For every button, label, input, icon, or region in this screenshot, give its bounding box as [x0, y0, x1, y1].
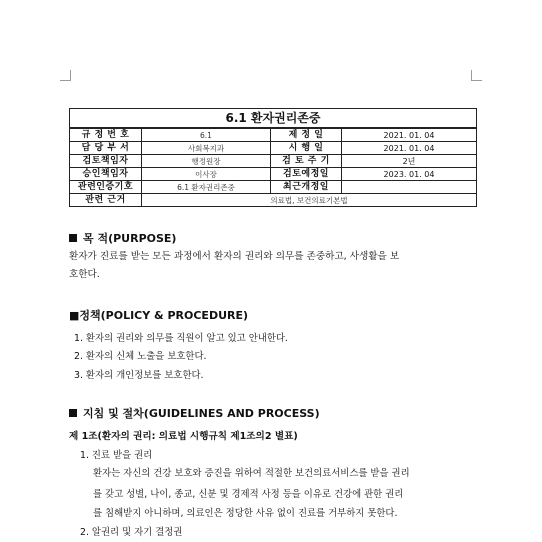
- policy-heading: ■정책(POLICY & PROCEDURE): [69, 309, 249, 322]
- label-effective-date: 시 행 일: [271, 142, 342, 155]
- value-enactment-date: 2021. 01. 04: [342, 128, 477, 142]
- policy-list-item: 3. 환자의 개인정보를 보호한다.: [74, 370, 204, 381]
- square-bullet-icon: [69, 234, 77, 242]
- regulation-info-table: [69, 108, 477, 207]
- crop-mark-top-left: [60, 70, 71, 81]
- guideline-item-body-line: 를 갖고 성별, 나이, 종교, 신분 및 경제적 사정 등을 이유로 건강에 관한 권리: [93, 489, 404, 500]
- label-accreditation-code: 관련인증기호: [70, 181, 142, 194]
- label-regulation-number: 규 정 번 호: [70, 128, 142, 142]
- table-row: [70, 194, 477, 207]
- guidelines-heading: [69, 405, 320, 421]
- policy-list-item: 2. 환자의 신체 노출을 보호한다.: [74, 351, 207, 362]
- table-row: [70, 128, 477, 142]
- guideline-item-title: 1. 진료 받을 권리: [80, 450, 153, 461]
- table-row: [70, 181, 477, 194]
- article-title: 제 1조(환자의 권리: 의료법 시행규칙 제1조의2 별표): [69, 431, 298, 442]
- square-bullet-icon: [69, 409, 77, 417]
- label-review-cycle: 검 토 주 기: [271, 155, 342, 168]
- value-last-revision-date: [342, 181, 477, 194]
- guideline-item-body-line: 를 침해받지 아니하며, 의료인은 정당한 사유 없이 진료를 거부하지 못한다.: [93, 508, 398, 519]
- label-department: 담 당 부 서: [70, 142, 142, 155]
- label-enactment-date: 제 정 일: [271, 128, 342, 142]
- label-last-revision-date: 최근개정일: [271, 181, 342, 194]
- table-row: [70, 155, 477, 168]
- policy-list-item: 1. 환자의 권리와 의무를 직원이 알고 있고 안내한다.: [74, 333, 288, 344]
- guidelines-heading-text: 지침 및 절차(GUIDELINES AND PROCESS): [83, 407, 320, 420]
- crop-mark-top-right: [471, 70, 482, 81]
- value-reviewer: 행정원장: [142, 155, 271, 168]
- value-effective-date: 2021. 01. 04: [342, 142, 477, 155]
- label-reviewer: 검토책임자: [70, 155, 142, 168]
- document-title: 6.1 환자권리존중: [70, 109, 477, 129]
- guideline-item-body-line: 환자는 자신의 건강 보호와 증진을 위하여 적절한 보건의료서비스를 받을 권리: [93, 468, 410, 479]
- value-review-cycle: 2년: [342, 155, 477, 168]
- purpose-heading: [69, 230, 176, 246]
- value-approver: 이사장: [142, 168, 271, 181]
- title-row: [70, 109, 477, 129]
- value-accreditation-code: 6.1 환자권리존중: [142, 181, 271, 194]
- label-next-review-date: 검토예정일: [271, 168, 342, 181]
- value-next-review-date: 2023. 01. 04: [342, 168, 477, 181]
- purpose-paragraph-line: 호한다.: [69, 269, 100, 280]
- table-row: [70, 142, 477, 155]
- label-related-basis: 관련 근거: [70, 194, 142, 207]
- value-regulation-number: 6.1: [142, 128, 271, 142]
- purpose-heading-text: 목 적(PURPOSE): [83, 232, 177, 245]
- purpose-paragraph-line: 환자가 진료를 받는 모든 과정에서 환자의 권리와 의무를 존중하고, 사생활을 보: [69, 251, 400, 262]
- guideline-item-title: 2. 알권리 및 자기 결정권: [80, 527, 183, 538]
- value-related-basis: 의료법, 보건의료기본법: [142, 194, 477, 207]
- label-approver: 승인책임자: [70, 168, 142, 181]
- table-row: [70, 168, 477, 181]
- value-department: 사회복지과: [142, 142, 271, 155]
